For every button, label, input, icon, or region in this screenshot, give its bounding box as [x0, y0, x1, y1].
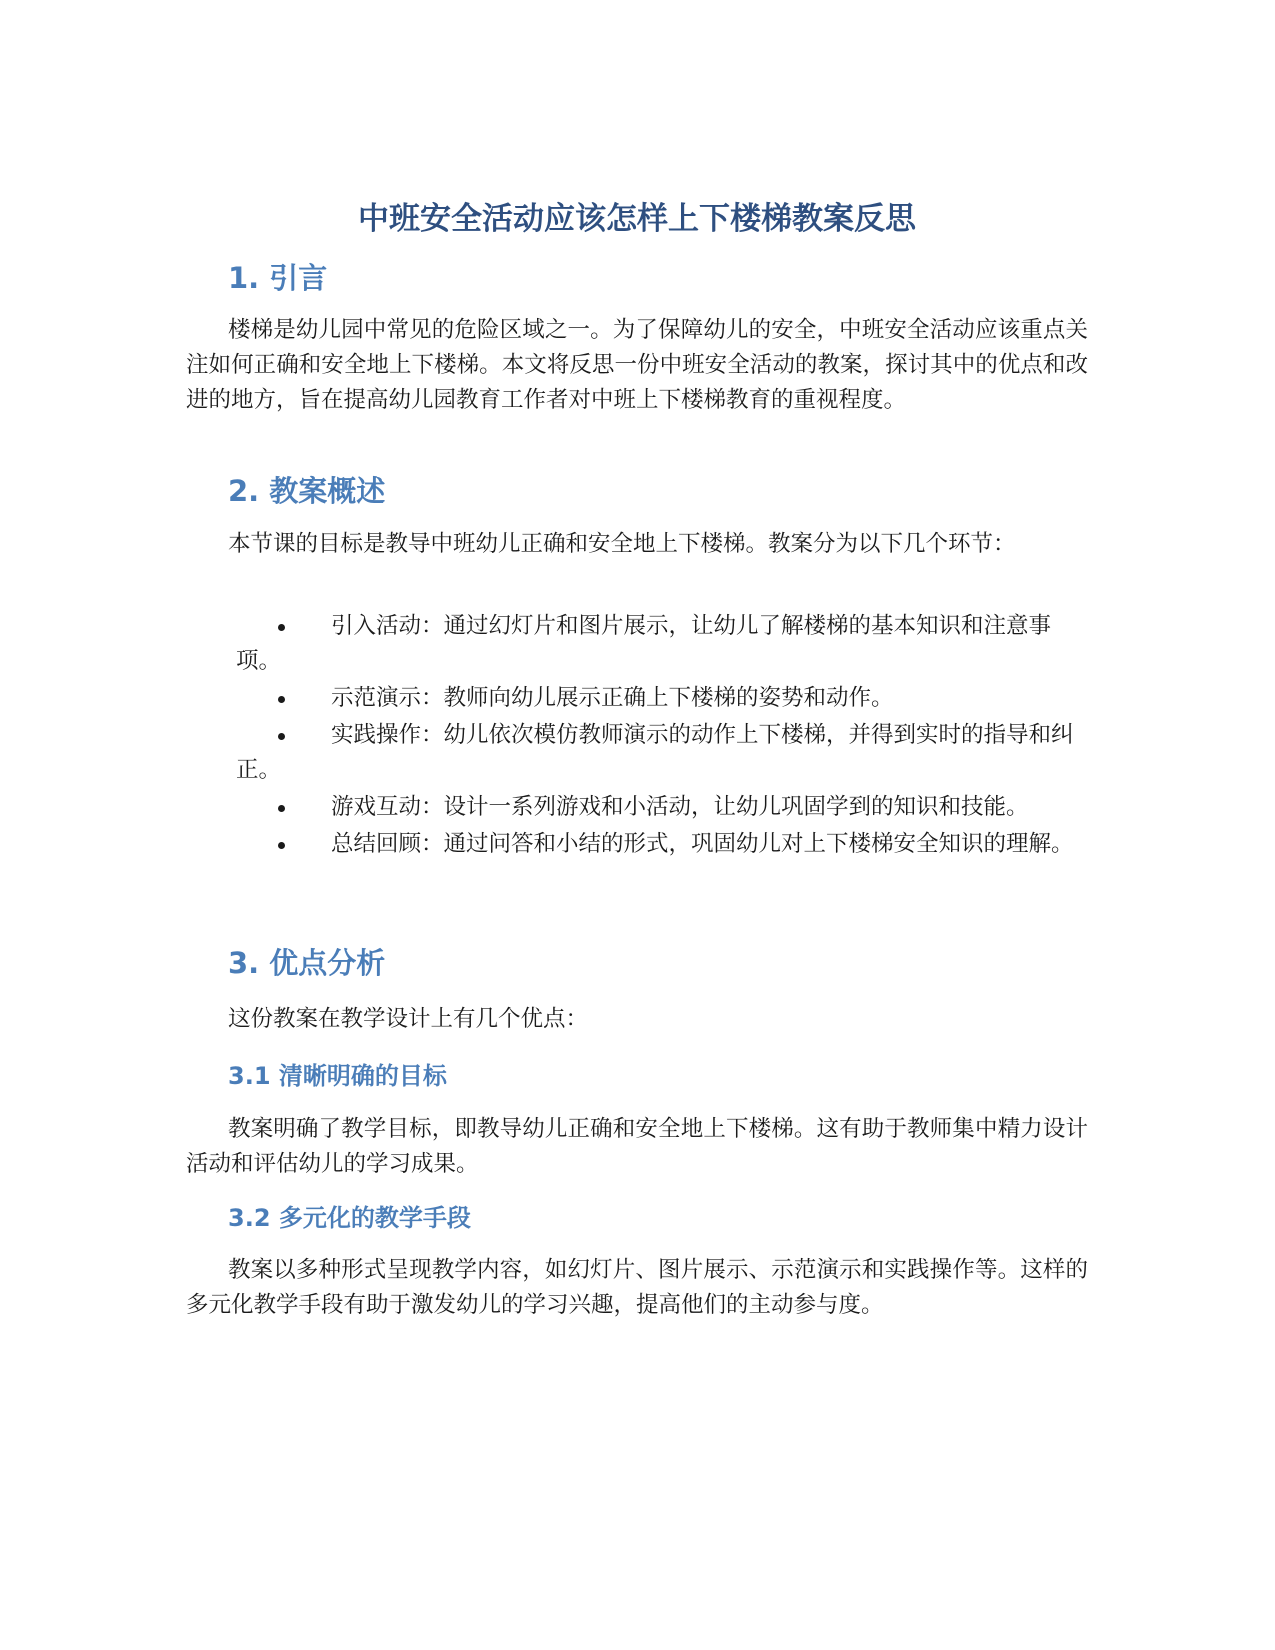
list-item: [236, 718, 1088, 788]
bullet-icon: [278, 696, 285, 703]
bullet-icon: [278, 624, 285, 631]
list-item-text: 总结回顾：通过问答和小结的形式，巩固幼儿对上下楼梯安全知识的理解。: [331, 831, 1074, 857]
list-item-text: 示范演示：教师向幼儿展示正确上下楼梯的姿势和动作。: [331, 685, 894, 711]
bullet-icon: [278, 805, 285, 812]
section-body-strengths: 这份教案在教学设计上有几个优点：: [228, 1006, 589, 1032]
list-item-text: 引入活动：通过幻灯片和图片展示，让幼儿了解楼梯的基本知识和注意事项。: [236, 613, 1052, 674]
subsection-heading-methods: 3.2 多元化的教学手段: [228, 1204, 471, 1232]
list-item: [236, 827, 1088, 862]
list-item: [236, 609, 1088, 679]
section-body-intro: 楼梯是幼儿园中常见的危险区域之一。为了保障幼儿的安全，中班安全活动应该重点关注如何正确和安全地上下楼梯。本文将反思一份中班安全活动的教案，探讨其中的优点和改进的地方，旨在提高幼儿园教育工作者对中班上下楼梯教育的重视程度。: [186, 317, 1088, 413]
subsection-body-goals: 教案明确了教学目标，即教导幼儿正确和安全地上下楼梯。这有助于教师集中精力设计活动和评估幼儿的学习成果。: [186, 1116, 1088, 1177]
lesson-steps-list: [236, 609, 1088, 864]
list-item-text: 游戏互动：设计一系列游戏和小活动，让幼儿巩固学到的知识和技能。: [331, 794, 1029, 820]
list-item-text: 实践操作：幼儿依次模仿教师演示的动作上下楼梯，并得到实时的指导和纠正。: [236, 722, 1074, 783]
section-body-overview: 本节课的目标是教导中班幼儿正确和安全地上下楼梯。教案分为以下几个环节：: [228, 531, 1016, 557]
list-item: [236, 681, 1088, 716]
bullet-icon: [278, 842, 285, 849]
list-item: [236, 790, 1088, 825]
section-heading-intro: 1. 引言: [228, 261, 328, 295]
bullet-icon: [278, 733, 285, 740]
section-heading-overview: 2. 教案概述: [228, 474, 386, 508]
subsection-heading-goals: 3.1 清晰明确的目标: [228, 1062, 447, 1090]
document-title: 中班安全活动应该怎样上下楼梯教案反思: [358, 201, 916, 237]
subsection-body-methods: 教案以多种形式呈现教学内容，如幻灯片、图片展示、示范演示和实践操作等。这样的多元化教学手段有助于激发幼儿的学习兴趣，提高他们的主动参与度。: [186, 1257, 1088, 1318]
section-heading-strengths: 3. 优点分析: [228, 946, 386, 980]
